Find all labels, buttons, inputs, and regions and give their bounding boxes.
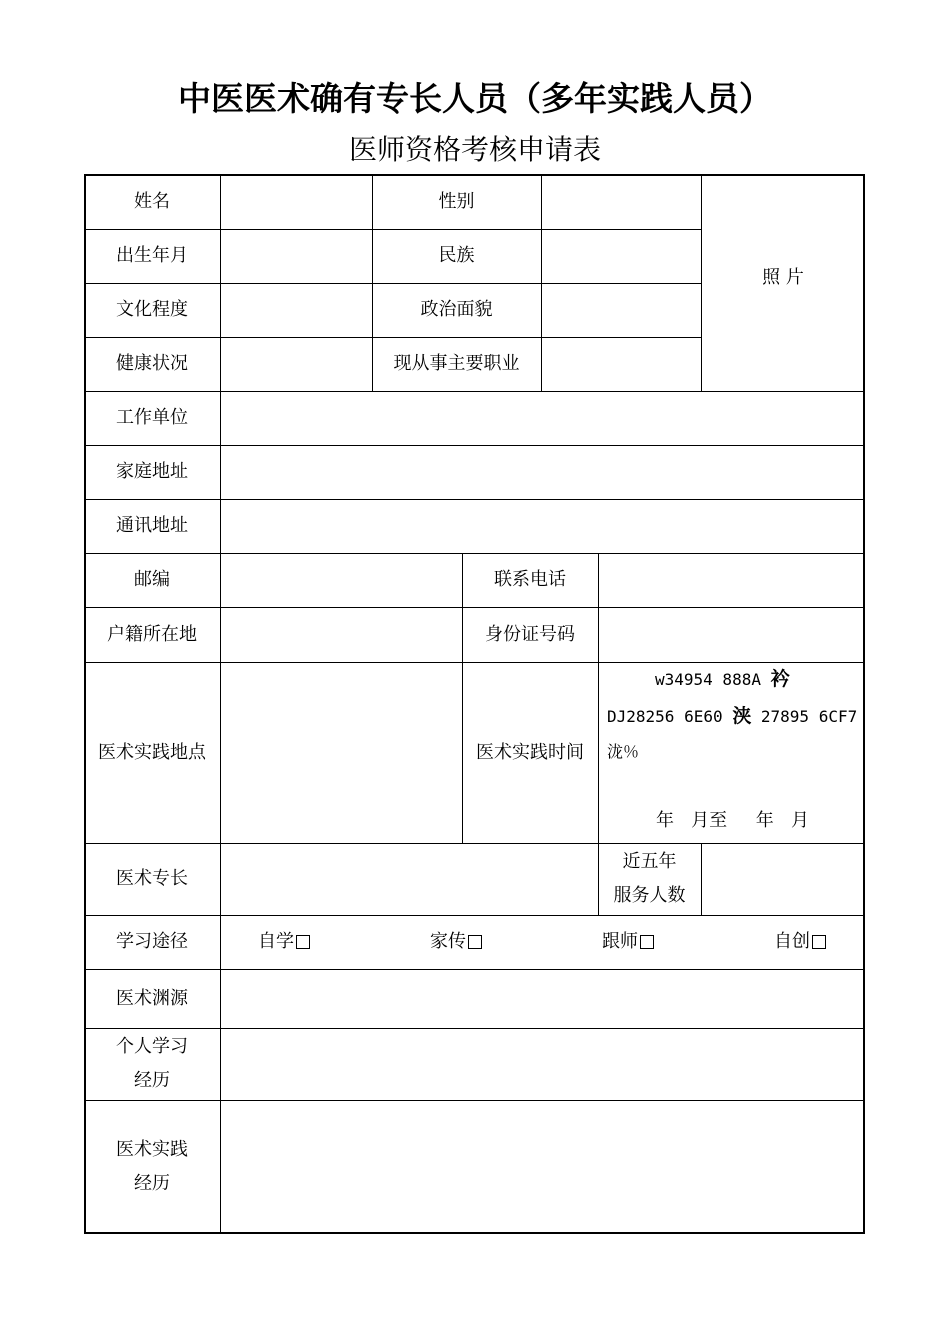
id-number-label: 身份证号码 xyxy=(485,623,575,645)
name-field[interactable] xyxy=(220,174,372,229)
education-label: 文化程度 xyxy=(116,299,188,320)
checkbox-icon[interactable] xyxy=(640,935,654,949)
practice-time-label: 医术实践时间 xyxy=(476,741,584,763)
practice-time-date-range: 年 月至 年 月 xyxy=(656,810,809,831)
occupation-field[interactable] xyxy=(541,337,701,391)
practice-experience-label-line2: 经历 xyxy=(134,1173,170,1194)
household-label: 户籍所在地 xyxy=(107,623,197,645)
personal-study-label-line2: 经历 xyxy=(134,1070,170,1091)
practice-time-code-c: 27895 6CF7 xyxy=(760,707,858,726)
specialty-label: 医术专长 xyxy=(116,868,188,889)
health-label: 健康状况 xyxy=(116,353,188,374)
gender-label: 性别 xyxy=(438,190,475,212)
postcode-label: 邮编 xyxy=(134,569,170,590)
id-number-field[interactable] xyxy=(598,607,865,662)
practice-place-field[interactable] xyxy=(220,662,462,843)
ethnicity-label: 民族 xyxy=(438,245,475,266)
birth-label: 出生年月 xyxy=(116,245,188,266)
practice-time-code-b: DJ28256 6E60 xyxy=(607,707,723,726)
birth-field[interactable] xyxy=(220,229,372,283)
checkbox-icon[interactable] xyxy=(812,935,826,949)
gender-field[interactable] xyxy=(541,174,701,229)
specialty-field[interactable] xyxy=(220,843,598,915)
origin-label: 医术渊源 xyxy=(116,987,188,1009)
education-field[interactable] xyxy=(220,283,372,337)
practice-place-label: 医术实践地点 xyxy=(98,741,206,763)
home-address-field[interactable] xyxy=(220,445,865,499)
form-subtitle: 医师资格考核申请表 xyxy=(348,133,601,166)
workplace-label: 工作单位 xyxy=(116,407,188,428)
practice-time-line3: 泷％ xyxy=(607,742,640,761)
study-option-family[interactable]: 家传 xyxy=(404,915,508,969)
workplace-field[interactable] xyxy=(220,391,865,445)
phone-field[interactable] xyxy=(598,553,865,607)
served-count-label-line1: 近五年 xyxy=(622,851,677,872)
ethnicity-field[interactable] xyxy=(541,229,701,283)
occupation-label: 现从事主要职业 xyxy=(393,353,520,374)
phone-label: 联系电话 xyxy=(494,569,566,590)
political-field[interactable] xyxy=(541,283,701,337)
served-count-field[interactable] xyxy=(701,843,865,915)
name-label: 姓名 xyxy=(134,190,170,212)
checkbox-icon[interactable] xyxy=(468,935,482,949)
mail-address-label: 通讯地址 xyxy=(116,515,188,536)
served-count-label-line2: 服务人数 xyxy=(613,885,686,906)
study-option-mentor[interactable]: 跟师 xyxy=(576,915,680,969)
study-option-self[interactable]: 自学 xyxy=(232,915,336,969)
study-path-label: 学习途径 xyxy=(116,931,188,952)
postcode-field[interactable] xyxy=(220,553,462,607)
practice-time-code-a: w34954 888A xyxy=(655,670,761,689)
political-label: 政治面貌 xyxy=(420,299,493,320)
photo-box: 照 片 xyxy=(762,267,804,288)
study-option-original[interactable]: 自创 xyxy=(748,915,852,969)
practice-time-line1 xyxy=(655,664,790,691)
form-title: 中医医术确有专长人员（多年实践人员） xyxy=(178,79,772,118)
home-address-label: 家庭地址 xyxy=(116,461,188,482)
practice-time-glyph-b: 浃 xyxy=(732,705,752,727)
personal-study-label-line1: 个人学习 xyxy=(116,1036,188,1057)
checkbox-icon[interactable] xyxy=(296,935,310,949)
practice-experience-field[interactable] xyxy=(220,1100,865,1234)
practice-time-line2 xyxy=(607,701,857,728)
served-count-label xyxy=(598,843,701,915)
practice-experience-label-line1: 医术实践 xyxy=(116,1139,188,1160)
household-field[interactable] xyxy=(220,607,462,662)
health-field[interactable] xyxy=(220,337,372,391)
practice-experience-label xyxy=(84,1100,220,1234)
personal-study-label xyxy=(84,1028,220,1100)
personal-study-field[interactable] xyxy=(220,1028,865,1100)
origin-field[interactable] xyxy=(220,969,865,1028)
mail-address-field[interactable] xyxy=(220,499,865,553)
practice-time-glyph-a: 衿 xyxy=(770,668,790,690)
